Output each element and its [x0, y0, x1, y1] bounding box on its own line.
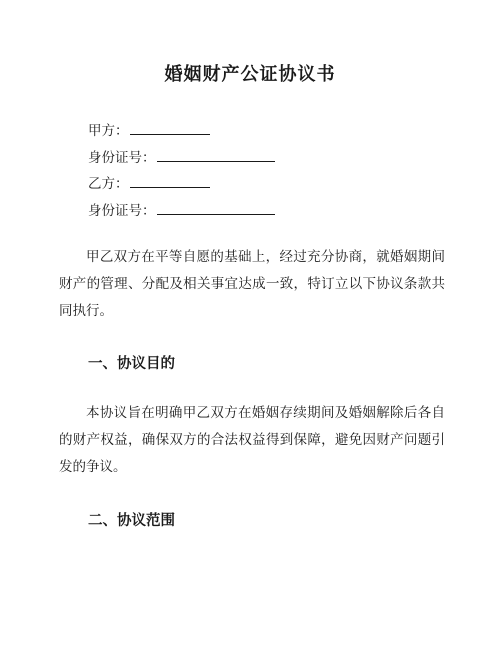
party-b-id-blank[interactable] — [157, 200, 275, 215]
party-a-field — [88, 120, 210, 140]
intro-paragraph: 甲乙双方在平等自愿的基础上，经过充分协商，就婚姻期间财产的管理、分配及相关事宜达成一致，特订立以下协议条款共同执行。 — [59, 249, 445, 319]
party-a-id-blank[interactable] — [157, 147, 275, 162]
party-b-field — [88, 173, 210, 193]
section-heading-purpose: 一、协议目的 — [88, 356, 175, 372]
section-body-purpose: 本协议旨在明确甲乙双方在婚姻存续期间及婚姻解除后各自的财产权益，确保双方的合法权益得到保障，避免因财产问题引发的争议。 — [59, 405, 445, 475]
party-a-id-field — [88, 147, 275, 167]
document-title: 婚姻财产公证协议书 — [164, 64, 336, 85]
party-b-label: 乙方： — [88, 176, 129, 192]
party-b-id-label: 身份证号： — [88, 203, 156, 219]
party-a-id-label: 身份证号： — [88, 150, 156, 166]
party-a-blank[interactable] — [130, 120, 210, 135]
party-b-id-field — [88, 200, 275, 220]
party-b-blank[interactable] — [130, 173, 210, 188]
party-a-label: 甲方： — [88, 123, 129, 139]
section-heading-scope: 二、协议范围 — [88, 513, 175, 529]
